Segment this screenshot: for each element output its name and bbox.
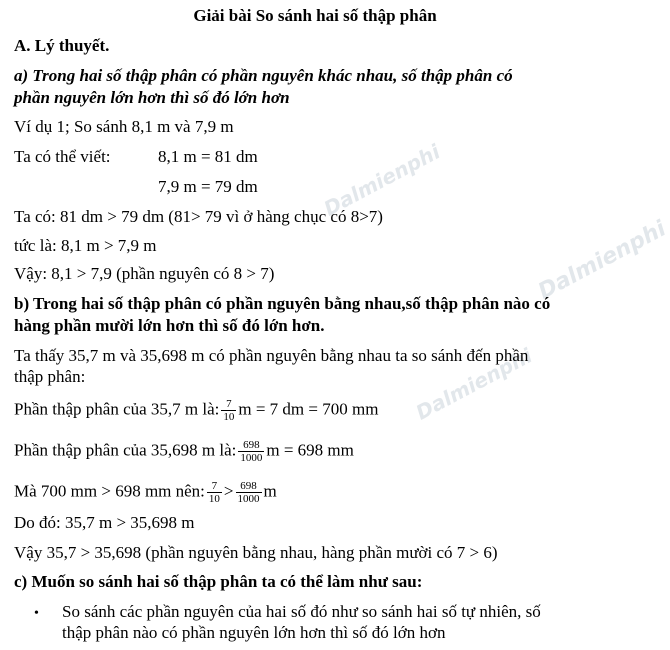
unit-m: m xyxy=(263,481,277,501)
rule-a-heading-cont: phần nguyên lớn hơn thì số đó lớn hơn xyxy=(14,88,290,107)
conversion-1: 8,1 m = 81 dm xyxy=(158,147,258,166)
watermark: Dalmienphi xyxy=(534,216,670,305)
observation-line: Ta thấy 35,7 m và 35,698 m có phần nguyên bằng nhau ta so sánh đến phần xyxy=(14,346,529,365)
conclusion-a: Vậy: 8,1 > 7,9 (phần nguyên có 8 > 7) xyxy=(14,264,275,283)
write-label: Ta có thể viết: xyxy=(14,147,111,166)
decimal-part-2 xyxy=(14,439,354,464)
watermark: Dalmienphi xyxy=(319,139,445,221)
fraction-comparison-label: Mà 700 mm > 698 mm nên: xyxy=(14,481,205,501)
conclusion-b: Vậy 35,7 > 35,698 (phần nguyên bằng nhau, hàng phần mười có 7 > 6) xyxy=(14,543,498,562)
comparison-statement: Ta có: 81 dm > 79 dm (81> 79 vì ở hàng chục có 8>7) xyxy=(14,207,383,226)
fraction-698-1000: $\frac{698}{1000}$ xyxy=(240,439,263,464)
section-heading-theory: A. Lý thuyết. xyxy=(14,36,110,55)
fraction-698-1000: $\frac{698}{1000}$ xyxy=(237,480,260,505)
decimal-part-1-result: m = 7 dm = 700 mm xyxy=(238,399,379,419)
rule-a-heading: a) Trong hai số thập phân có phần nguyên khác nhau, số thập phân có xyxy=(14,66,513,85)
example-1: Ví dụ 1; So sánh 8,1 m và 7,9 m xyxy=(14,117,234,136)
decimal-part-1 xyxy=(14,398,378,423)
conversion-2: 7,9 m = 79 dm xyxy=(158,177,258,196)
decimal-part-1-label: Phần thập phân của 35,7 m là: xyxy=(14,399,220,419)
page-title: Giải bài So sánh hai số thập phân xyxy=(193,6,437,25)
observation-line-cont: thập phân: xyxy=(14,367,86,386)
watermark: Dalmienphi xyxy=(411,343,537,425)
fraction-comparison xyxy=(14,480,277,505)
decimal-part-2-label: Phần thập phân của 35,698 m là: xyxy=(14,440,237,460)
fraction-7-10: $\frac{7}{10}$ xyxy=(223,398,235,423)
bullet-marker: • xyxy=(34,606,39,621)
fraction-7-10: $\frac{7}{10}$ xyxy=(208,480,220,505)
meaning-statement: tức là: 8,1 m > 7,9 m xyxy=(14,236,157,255)
rule-c-heading: c) Muốn so sánh hai số thập phân ta có thể làm như sau: xyxy=(14,572,423,591)
decimal-part-2-result: m = 698 mm xyxy=(266,440,354,460)
rule-b-heading: b) Trong hai số thập phân có phần nguyên bằng nhau,số thập phân nào có xyxy=(14,294,551,313)
rule-b-heading-cont: hàng phần mười lớn hơn thì số đó lớn hơn. xyxy=(14,316,325,335)
therefore-statement: Do đó: 35,7 m > 35,698 m xyxy=(14,513,195,532)
list-item: So sánh các phần nguyên của hai số đó như so sánh hai số tự nhiên, số xyxy=(62,602,541,621)
greater-than-sign: > xyxy=(223,481,234,501)
list-item-cont: thập phân nào có phần nguyên lớn hơn thì số đó lớn hơn xyxy=(62,623,446,642)
